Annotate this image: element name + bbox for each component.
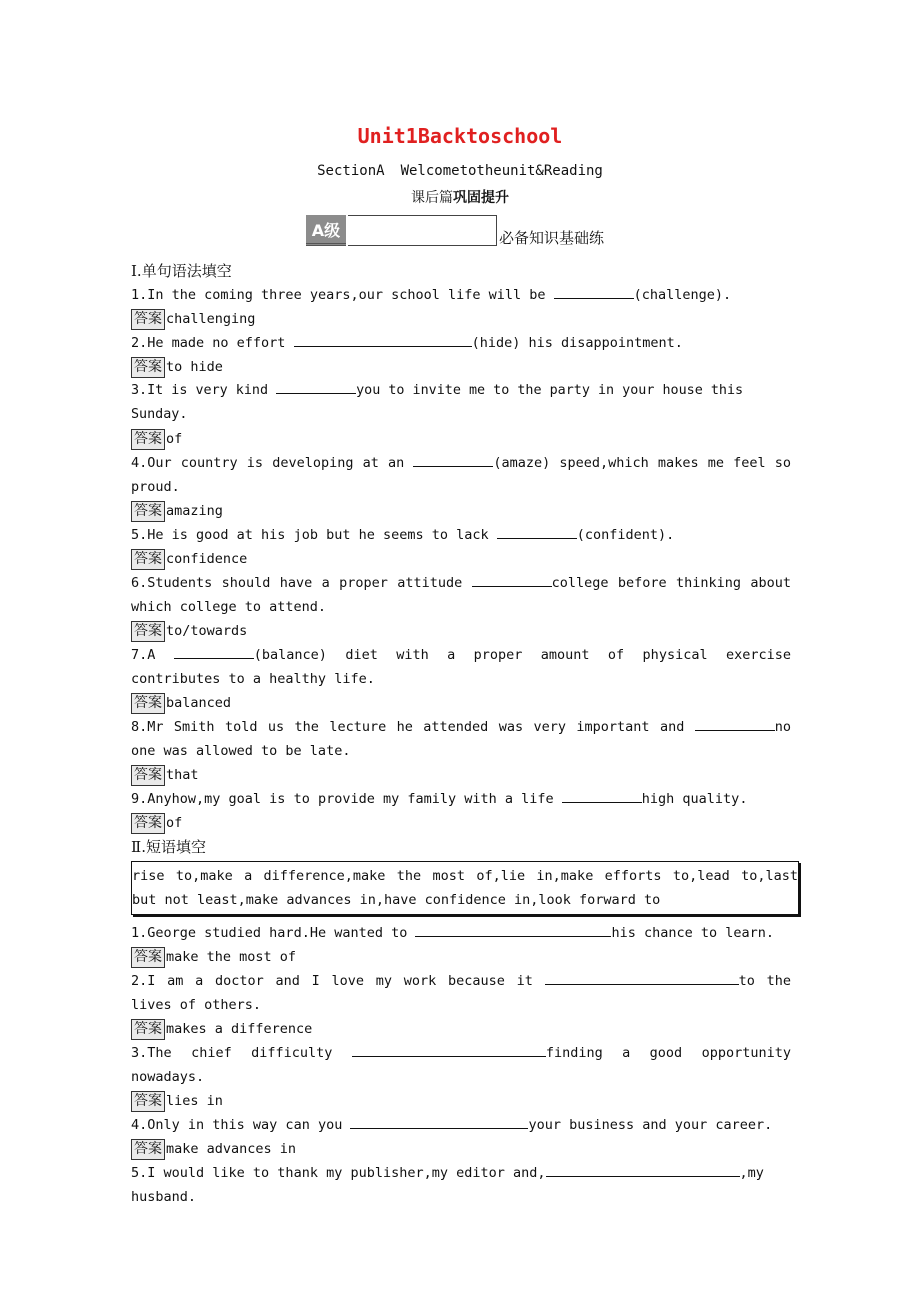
answer-text: of: [166, 431, 183, 447]
phrase-bank: [131, 861, 799, 915]
question-text: Our country is developing at an: [147, 455, 414, 471]
section-subtitle: [0, 163, 920, 179]
level-badge: A级: [306, 215, 346, 246]
answer-blank[interactable]: [554, 284, 634, 299]
answer-tag: 答案: [131, 813, 165, 834]
question-number: 4.: [131, 455, 148, 471]
answer-blank[interactable]: [415, 922, 611, 937]
practice-subtitle: [0, 187, 920, 207]
answer-tag: 答案: [131, 549, 165, 570]
answer-blank[interactable]: [497, 524, 577, 539]
answer-tag: 答案: [131, 501, 165, 522]
answer-text: to hide: [166, 359, 223, 375]
question-text: Anyhow,my goal is to provide my family with a life: [147, 791, 562, 807]
question-1: [131, 283, 791, 307]
phrase-answer-2: [131, 1017, 791, 1041]
answer-blank[interactable]: [350, 1114, 528, 1129]
answer-blank[interactable]: [174, 644, 254, 659]
question-5: [131, 523, 791, 547]
practice-title: 巩固提升: [453, 190, 509, 206]
question-text: The chief difficulty: [147, 1045, 352, 1061]
question-text: no one was allowed to be late.: [131, 719, 791, 759]
answer-blank[interactable]: [294, 332, 472, 347]
question-text: He made no effort: [147, 335, 294, 351]
answer-tag: 答案: [131, 1139, 165, 1160]
answer-text: that: [166, 767, 199, 783]
question-6: [131, 571, 791, 619]
answer-2: [131, 355, 791, 379]
answer-text: amazing: [166, 503, 223, 519]
answer-blank[interactable]: [546, 1162, 740, 1177]
question-text: I am a doctor and I love my work because it: [147, 973, 545, 989]
question-text: you to invite me to the party in your house this Sunday.: [131, 383, 744, 422]
answer-blank[interactable]: [545, 970, 739, 985]
question-number: 3.: [131, 383, 148, 398]
question-number: 9.: [131, 791, 148, 807]
question-text: In the coming three years,our school life will be: [147, 287, 554, 303]
question-8: [131, 715, 791, 763]
answer-text: confidence: [166, 551, 248, 567]
question-text: your business and your career.: [528, 1117, 773, 1133]
answer-text: of: [166, 815, 183, 831]
answer-text: lies in: [166, 1093, 223, 1109]
answer-7: [131, 691, 791, 715]
answer-5: [131, 547, 791, 571]
answer-blank[interactable]: [413, 452, 493, 467]
question-number: 2.: [131, 335, 148, 351]
question-text: high quality.: [641, 791, 748, 807]
answer-tag: 答案: [131, 765, 165, 786]
exercise-content: [131, 259, 798, 1209]
answer-text: balanced: [166, 695, 232, 711]
answer-text: challenging: [166, 311, 256, 327]
phrase-question-4: [131, 1113, 791, 1137]
question-number: 8.: [131, 719, 148, 735]
part2-heading: Ⅱ.短语填空: [131, 838, 206, 856]
answer-blank[interactable]: [562, 788, 642, 803]
question-number: 2.: [131, 973, 148, 989]
question-text: A: [147, 647, 174, 663]
phrase-answer-3: [131, 1089, 791, 1113]
answer-6: [131, 619, 791, 643]
question-number: 7.: [131, 647, 148, 663]
phrase-question-1: [131, 921, 791, 945]
question-text: Students should have a proper attitude: [147, 575, 472, 591]
answer-blank[interactable]: [352, 1042, 546, 1057]
answer-1: [131, 307, 791, 331]
phrase-bank-text: rise to,make a difference,make the most of,lie in,make efforts to,lead to,last but not least,make advances in,have confidence in,look forward to: [132, 868, 798, 908]
question-text: (amaze) speed,which makes me feel so proud.: [131, 455, 791, 495]
question-text: to the lives of others.: [131, 973, 791, 1013]
answer-text: make advances in: [166, 1141, 297, 1157]
level-header: [306, 214, 604, 246]
question-text: He is good at his job but he seems to lack: [147, 527, 497, 543]
answer-tag: 答案: [131, 309, 165, 330]
section-label: SectionA: [317, 163, 385, 179]
page-title: Unit1Backtoschool: [357, 124, 563, 148]
answer-tag: 答案: [131, 693, 165, 714]
section-name: Welcometotheunit&Reading: [400, 163, 603, 179]
answer-9: [131, 811, 791, 835]
phrase-answer-1: [131, 945, 791, 969]
answer-blank[interactable]: [276, 379, 356, 394]
question-2: [131, 331, 791, 355]
question-text: (challenge).: [633, 287, 732, 303]
answer-8: [131, 763, 791, 787]
answer-tag: 答案: [131, 429, 165, 450]
question-number: 3.: [131, 1045, 148, 1061]
question-number: 5.: [131, 527, 148, 543]
answer-text: to/towards: [166, 623, 248, 639]
question-9: [131, 787, 791, 811]
question-text: finding a good opportunity nowadays.: [131, 1045, 791, 1085]
answer-text: makes a difference: [166, 1021, 313, 1037]
question-number: 1.: [131, 925, 148, 941]
question-number: 6.: [131, 575, 148, 591]
question-text: (balance) diet with a proper amount of physical exercise contributes to a healthy life.: [131, 647, 791, 687]
question-3: [131, 379, 791, 427]
question-4: [131, 451, 791, 499]
question-number: 4.: [131, 1117, 148, 1133]
answer-tag: 答案: [131, 1019, 165, 1040]
question-7: [131, 643, 791, 691]
level-text: 必备知识基础练: [499, 229, 605, 247]
question-number: 5.: [131, 1165, 148, 1181]
question-text: George studied hard.He wanted to: [147, 925, 416, 941]
answer-tag: 答案: [131, 947, 165, 968]
question-text: college before thinking about which college to attend.: [131, 575, 792, 615]
answer-tag: 答案: [131, 621, 165, 642]
part1-heading: Ⅰ.单句语法填空: [131, 262, 232, 280]
level-line: [348, 215, 497, 246]
answer-tag: 答案: [131, 1091, 165, 1112]
question-text: I would like to thank my publisher,my editor and,: [147, 1165, 546, 1181]
answer-text: make the most of: [166, 949, 297, 965]
question-text: Only in this way can you: [147, 1117, 351, 1133]
practice-prefix: 课后篇: [411, 190, 453, 206]
answer-blank[interactable]: [695, 716, 775, 731]
question-text: ,my husband.: [131, 1165, 764, 1205]
phrase-answer-4: [131, 1137, 791, 1161]
question-text: (hide) his disappointment.: [471, 335, 683, 351]
answer-4: [131, 499, 791, 523]
answer-tag: 答案: [131, 357, 165, 378]
phrase-question-5: [131, 1161, 791, 1209]
question-text: his chance to learn.: [611, 925, 775, 941]
answer-blank[interactable]: [472, 572, 552, 587]
question-text: It is very kind: [147, 383, 277, 398]
phrase-question-2: [131, 969, 791, 1017]
question-text: (confident).: [576, 527, 675, 543]
answer-3: [131, 427, 791, 451]
question-text: Mr Smith told us the lecture he attended was very important and: [147, 719, 695, 735]
question-number: 1.: [131, 287, 148, 303]
phrase-question-3: [131, 1041, 791, 1089]
